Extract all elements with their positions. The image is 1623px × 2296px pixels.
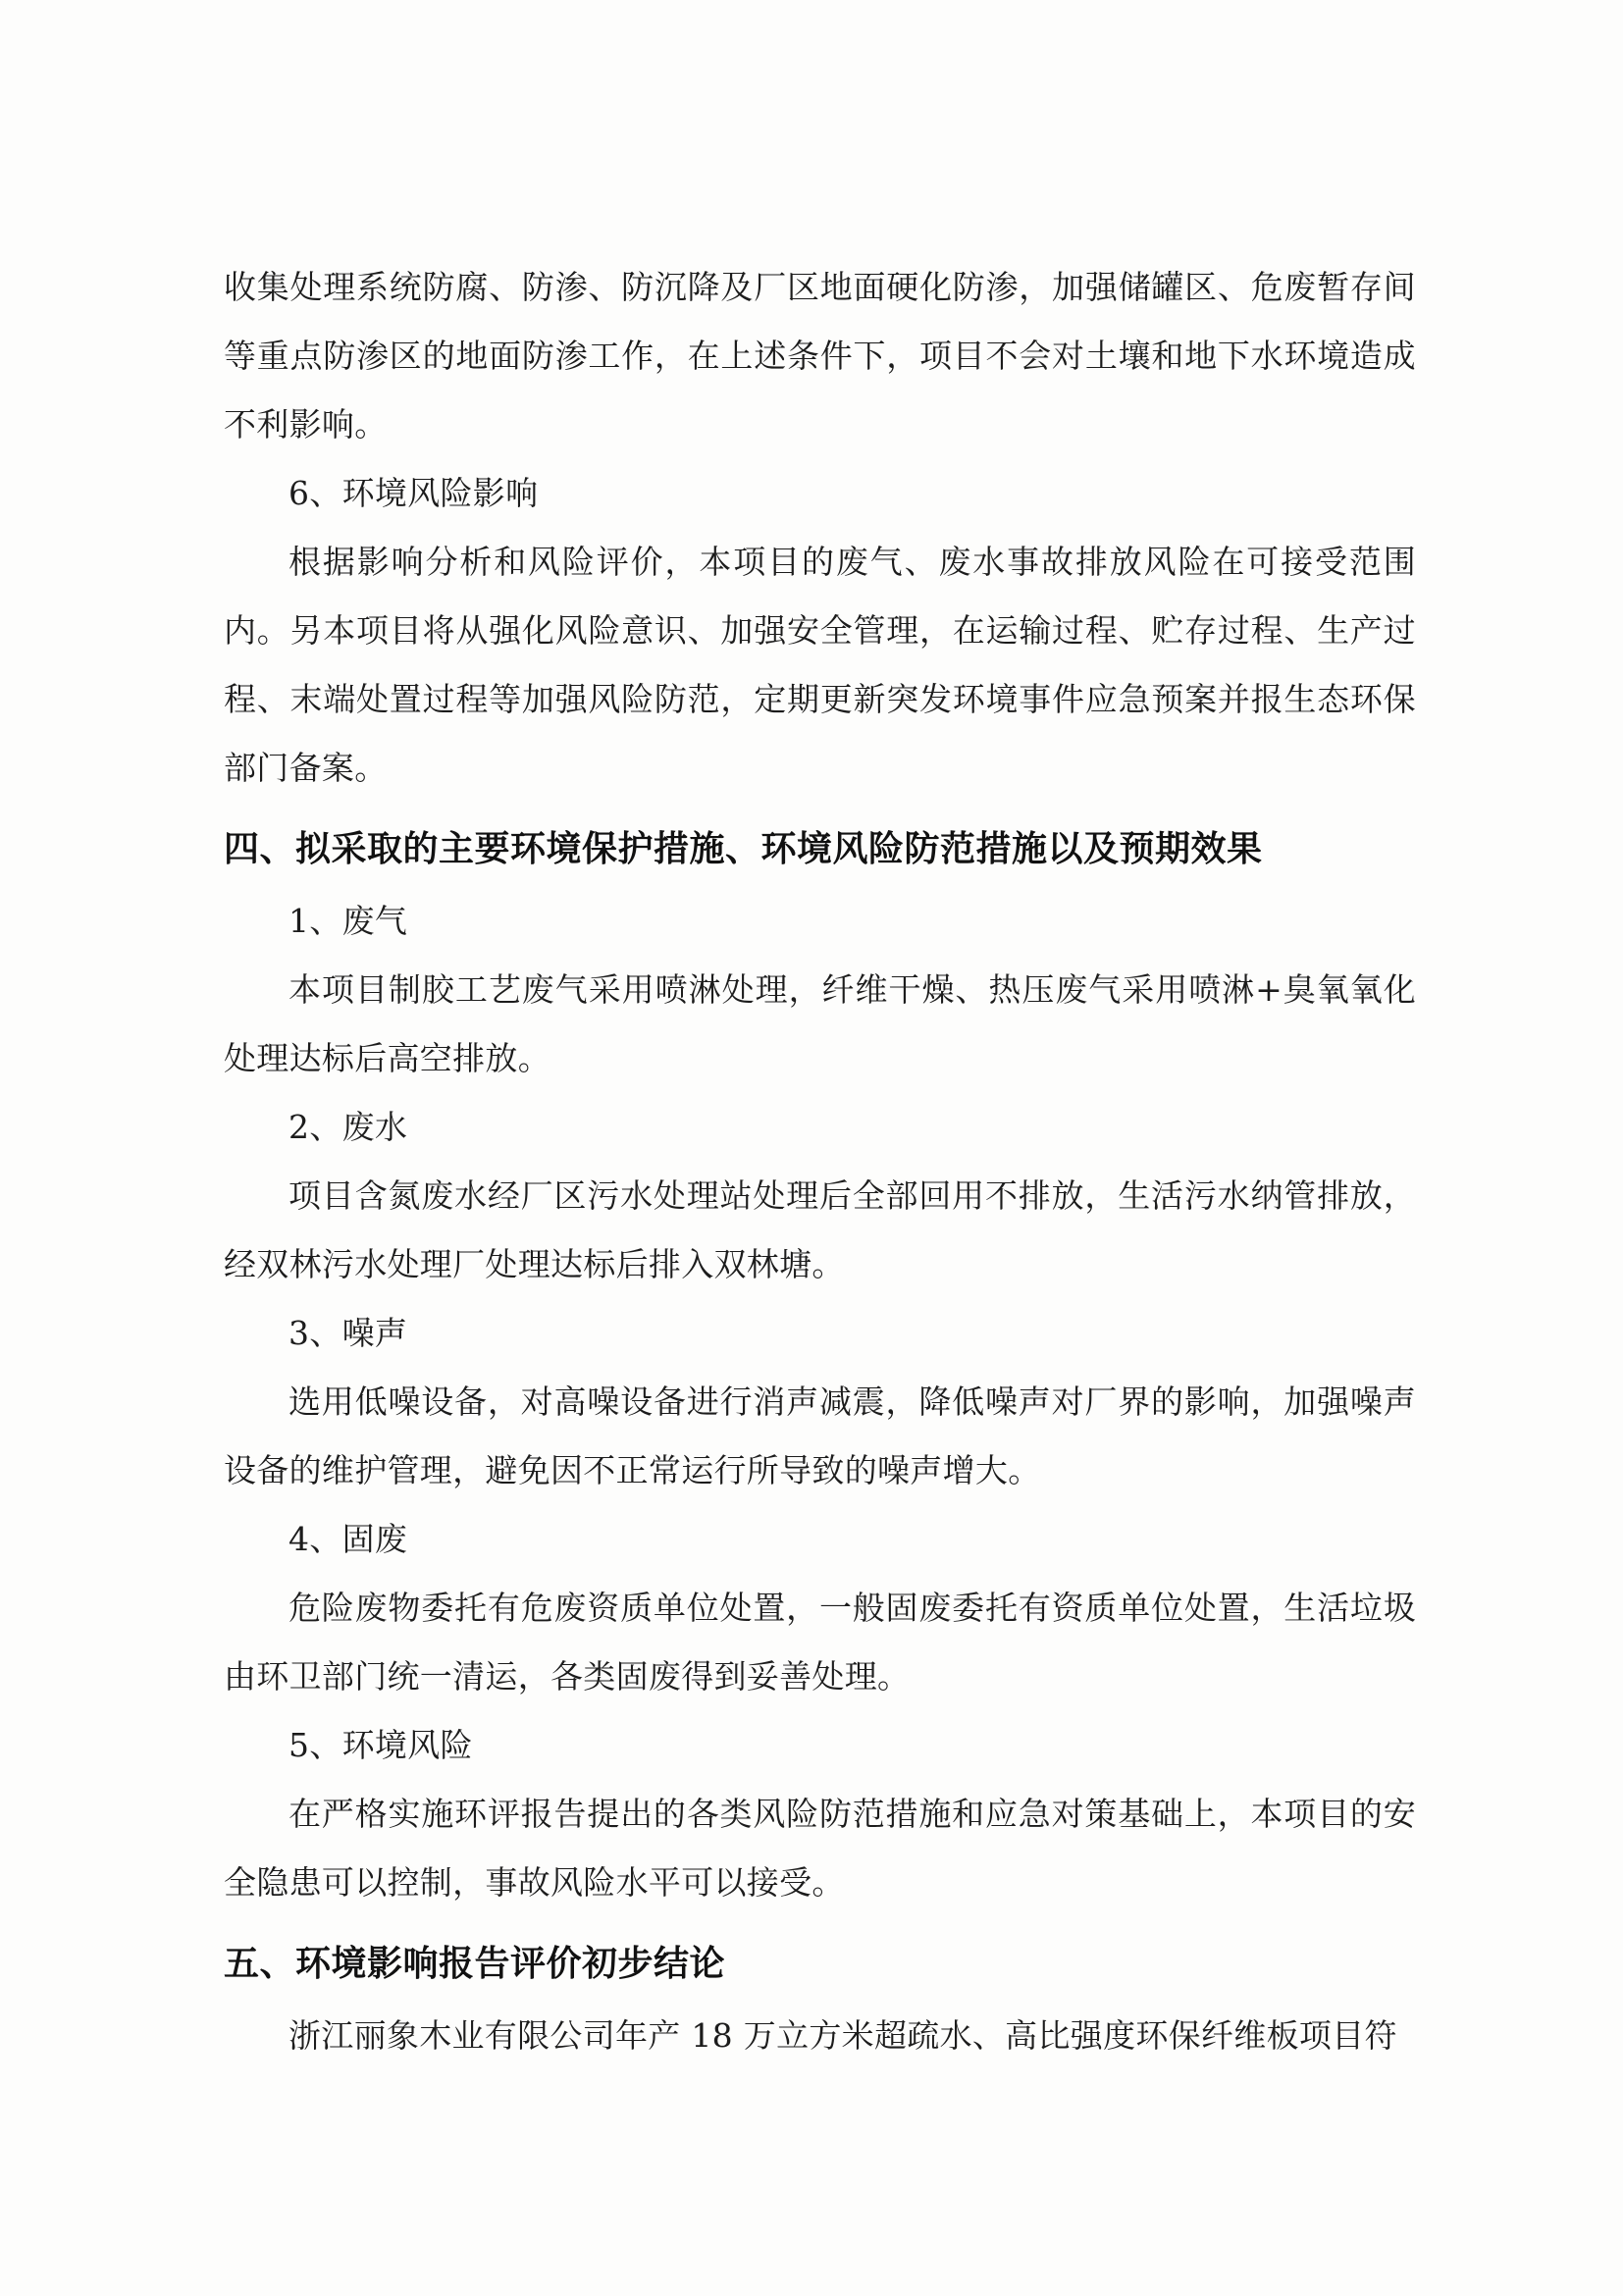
list-item-5-environmental-risk: 5、环境风险 [288,1726,473,1764]
paragraph-environmental-risk: 在严格实施环评报告提出的各类风险防范措施和应急对策基础上，本项目的安全隐患可以控制，事故风险水平可以接受。 [224,1795,1416,1902]
paragraph-waste-water: 项目含氮废水经厂区污水处理站处理后全部回用不排放，生活污水纳管排放，经双林污水处理厂处理达标后排入双林塘。 [224,1176,1416,1283]
paragraph-waste-gas: 本项目制胶工艺废气采用喷淋处理，纤维干燥、热压废气采用喷淋+臭氧氧化处理达标后高空排放。 [224,970,1416,1077]
paragraph-soil-groundwater: 收集处理系统防腐、防渗、防沉降及厂区地面硬化防渗，加强储罐区、危废暂存间等重点防渗区的地面防渗工作，在上述条件下，项目不会对土壤和地下水环境造成不利影响。 [224,268,1416,444]
heading-section-four: 四、拟采取的主要环境保护措施、环境风险防范措施以及预期效果 [224,828,1263,869]
list-item-4-solid-waste: 4、固废 [288,1520,408,1558]
list-item-1-waste-gas: 1、废气 [288,902,408,940]
paragraph-solid-waste: 危险废物委托有危废资质单位处置，一般固废委托有资质单位处置，生活垃圾由环卫部门统一清运，各类固废得到妥善处理。 [224,1589,1416,1696]
document-body [224,253,1416,2070]
paragraph-risk-analysis: 根据影响分析和风险评价，本项目的废气、废水事故排放风险在可接受范围内。另本项目将从强化风险意识、加强安全管理，在运输过程、贮存过程、生产过程、末端处置过程等加强风险防范，定期更新突发环境事件应急预案并报生态环保部门备案。 [224,543,1416,787]
list-item-3-noise: 3、噪声 [288,1314,408,1352]
paragraph-conclusion: 浙江丽象木业有限公司年产 18 万立方米超疏水、高比强度环保纤维板项目符 [288,2016,1397,2055]
list-item-2-waste-water: 2、废水 [288,1108,408,1146]
paragraph-noise: 选用低噪设备，对高噪设备进行消声减震，降低噪声对厂界的影响，加强噪声设备的维护管理，避免因不正常运行所导致的噪声增大。 [224,1383,1416,1489]
heading-section-five: 五、环境影响报告评价初步结论 [224,1943,726,1984]
list-item-6-environmental-risk-impact: 6、环境风险影响 [288,474,539,512]
